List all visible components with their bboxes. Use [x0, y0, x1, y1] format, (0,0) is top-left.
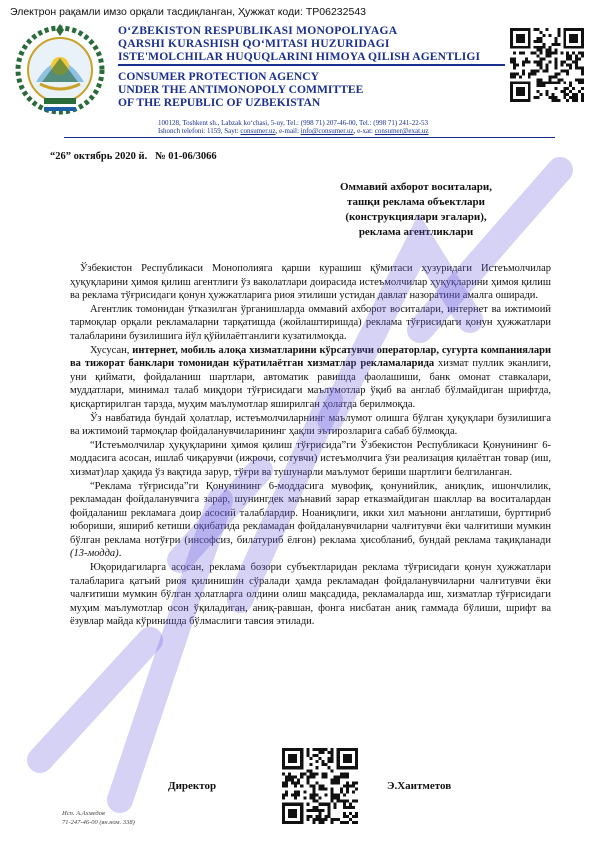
header-en-line-3: OF THE REPUBLIC OF UZBEKISTAN: [118, 96, 321, 109]
paragraph: [70, 344, 551, 412]
signature-name: Э.Хаитметов: [387, 780, 452, 792]
document-date: “26” октябрь 2020 й.: [50, 151, 148, 162]
exat-label: , e-xat:: [353, 127, 375, 135]
letter-body: [70, 262, 551, 629]
header-en-line-1: CONSUMER PROTECTION AGENCY: [118, 70, 319, 83]
hotline-label: Ishonch telefoni: 1159, Sayt:: [158, 127, 241, 135]
paragraph: Агентлик томонидан ўтказилган ўрганишларда оммавий ахборот воситалари, интернет ва ижтимоий тармоқлар орқали рекламаларни тарқатишда (жойлаштиришда) реклама тўғрисидаги қонун ҳужжатлари талабларини бузилишига йўл қўйилаётганлиги кузатилмоқда.: [70, 303, 551, 342]
exat-link[interactable]: consumer@exat.uz: [374, 127, 429, 135]
qr-code-top-icon: [510, 28, 584, 102]
header-en-line-2: UNDER THE ANTIMONOPOLY COMMITTEE: [118, 83, 364, 96]
paragraph: Ўзбекистон Республикаси Монополияга қарши курашиш қўмитаси ҳузуридаги Истеъмолчилар ҳуқуқларини ҳимоя қилиш агентлиги ўз ваколатлари доирасида истеъмолчилар ҳуқуқларини ҳимоя қилиш ва реклама тўғрисидаги қонун ҳужжатларига риоя этилиши устидан давлат назоратини амалга оширади.: [70, 263, 551, 302]
paragraph-text: хизмат пуллик эканлиги, уни қиймати, фойдаланиш шартлари, автоматик равишда фаолашиши, банк омонат ставкалари, муддатлари, минимал талаб миқдори тўғрисидаги маълумотлар ўқиб ва англаб бўлмайдиган шрифтда, қисқартирилган тарзда, муҳим маълумотлар яширилган ҳолатда берилмоқда.: [70, 358, 551, 410]
executor-phone: 71-247-46-00 (вн.ном. 338): [62, 819, 135, 826]
recipient-block: [300, 180, 532, 240]
letterhead-divider: [64, 137, 555, 138]
e-signature-verification-line: Электрон рақамли имзо орқали тасдиқланган, Ҳужжат коди: TP06232543: [10, 6, 367, 18]
document-number: № 01-06/3066: [155, 151, 217, 162]
document-meta: [50, 151, 217, 162]
recipient-line: Оммавий ахборот воситалари,: [340, 181, 492, 193]
paragraph-text: “Реклама тўғрисида”ги Қонунининг 6-моддасига мувофиқ, қонунийлик, аниқлик, ишончлилик, рекламадан фойдаланувчига зарар, шунингдек маънавий зарар етказмайдиган шакллар ва воситалардан фойдаланиш рекламага доир асосий талаблардир. Ноаниқлиги, икки хил маънони англатиши, бурттириб юбориши, яшириб кетиши оқибатида рекламадан фойдаланувчиларни чалғитувчи ёки чалғитиши мумкин бўлган реклама нотўғри (инсофсиз, билатуриб ёлғон) реклама ҳисобланиб, бундай реклама тақиқланади: [70, 480, 551, 546]
header-uz-line-3: ISTE'MOLCHILAR HUQUQLARINI HIMOYA QILISH AGENTLIGI: [118, 50, 481, 63]
paragraph: Ўз навбатида бундай ҳолатлар, истеъмолчиларнинг маълумот олишга бўлган ҳуқуқлари бузилишига ва ижтимоий тармоқлар фойдаланувчиларининг ҳақли эътирозларига сабаб бўлмоқда.: [70, 412, 551, 438]
paragraph-article-ref: (13-модда): [70, 548, 119, 560]
recipient-line: реклама агентликлари: [358, 226, 474, 238]
address-line: 100128, Toshkent sh., Labzak ko‘chasi, 5-uy, Tel.: (998 71) 207-46-00, Tel.: (998 71) 241-22-53: [158, 119, 429, 127]
executor-name: Исп. А.Ахмедов: [62, 810, 105, 817]
header-divider: [118, 64, 505, 66]
header-uz-line-2: QARSHI KURASHISH QO‘MITASI HUZURIDAGI: [118, 37, 390, 50]
qr-code-signature-icon: [282, 748, 358, 824]
site-link[interactable]: consumer.uz: [240, 127, 276, 135]
paragraph: Юқоридагиларга асосан, реклама бозори субъектларидан реклама тўғрисидаги қонун ҳужжатлари талабларига қатъий риоя қилинишин сўралади ҳамда рекламадан фойдаланувчиларни чалғитувчи ёки чалғитиши мумкин бўлган ҳолатларга олдини олиш мақсадида, рекламаларда иш, хизматлар тўғрисидаги муҳим маълумотлар осон ўқиладиган, аниқ-равшан, фонга нисбатан аниқ гаммада бўлиши, шрифт ва ёзувлар майда кўринишда бўлмаслиги тавсия этилади.: [70, 562, 551, 628]
recipient-line: (конструкциялари эгалари),: [345, 211, 487, 223]
email-label: , e-mail:: [275, 127, 301, 135]
paragraph-lead: Хусусан,: [90, 344, 133, 356]
paragraph-bold-text: интернет, мобиль алоқа хизматларини кўрсатувчи операторлар, сугурта компаниялари ва тижорат банклари томонидан кўратилаётган хизматлар рекламаларида: [70, 344, 552, 370]
recipient-line: ташқи реклама объектлари: [346, 196, 486, 208]
paragraph-tail: .: [118, 548, 122, 560]
signature-title: Директор: [168, 780, 217, 792]
state-emblem-icon: [14, 22, 106, 118]
contact-line: [158, 127, 428, 135]
header-uz-line-1: O‘ZBEKISTON RESPUBLIKASI MONOPOLIYAGA: [118, 24, 398, 37]
paragraph: [70, 480, 551, 562]
email-link[interactable]: info@consumer.uz: [300, 127, 354, 135]
paragraph: “Истеъмолчилар ҳуқуқларини ҳимоя қилиш тўғрисида”ги Ўзбекистон Республикаси Қонунининг 6-моддасига асосан, ишлаб чиқарувчи (ижрочи, сотувчи) истеъмолчига ўзи реализация қилаётган товар (иш, хизмат)лар ҳақида ўз вақтида зарур, тўғри ва тушунарли маълумот бериши шартлиги белгиланган.: [70, 439, 551, 478]
